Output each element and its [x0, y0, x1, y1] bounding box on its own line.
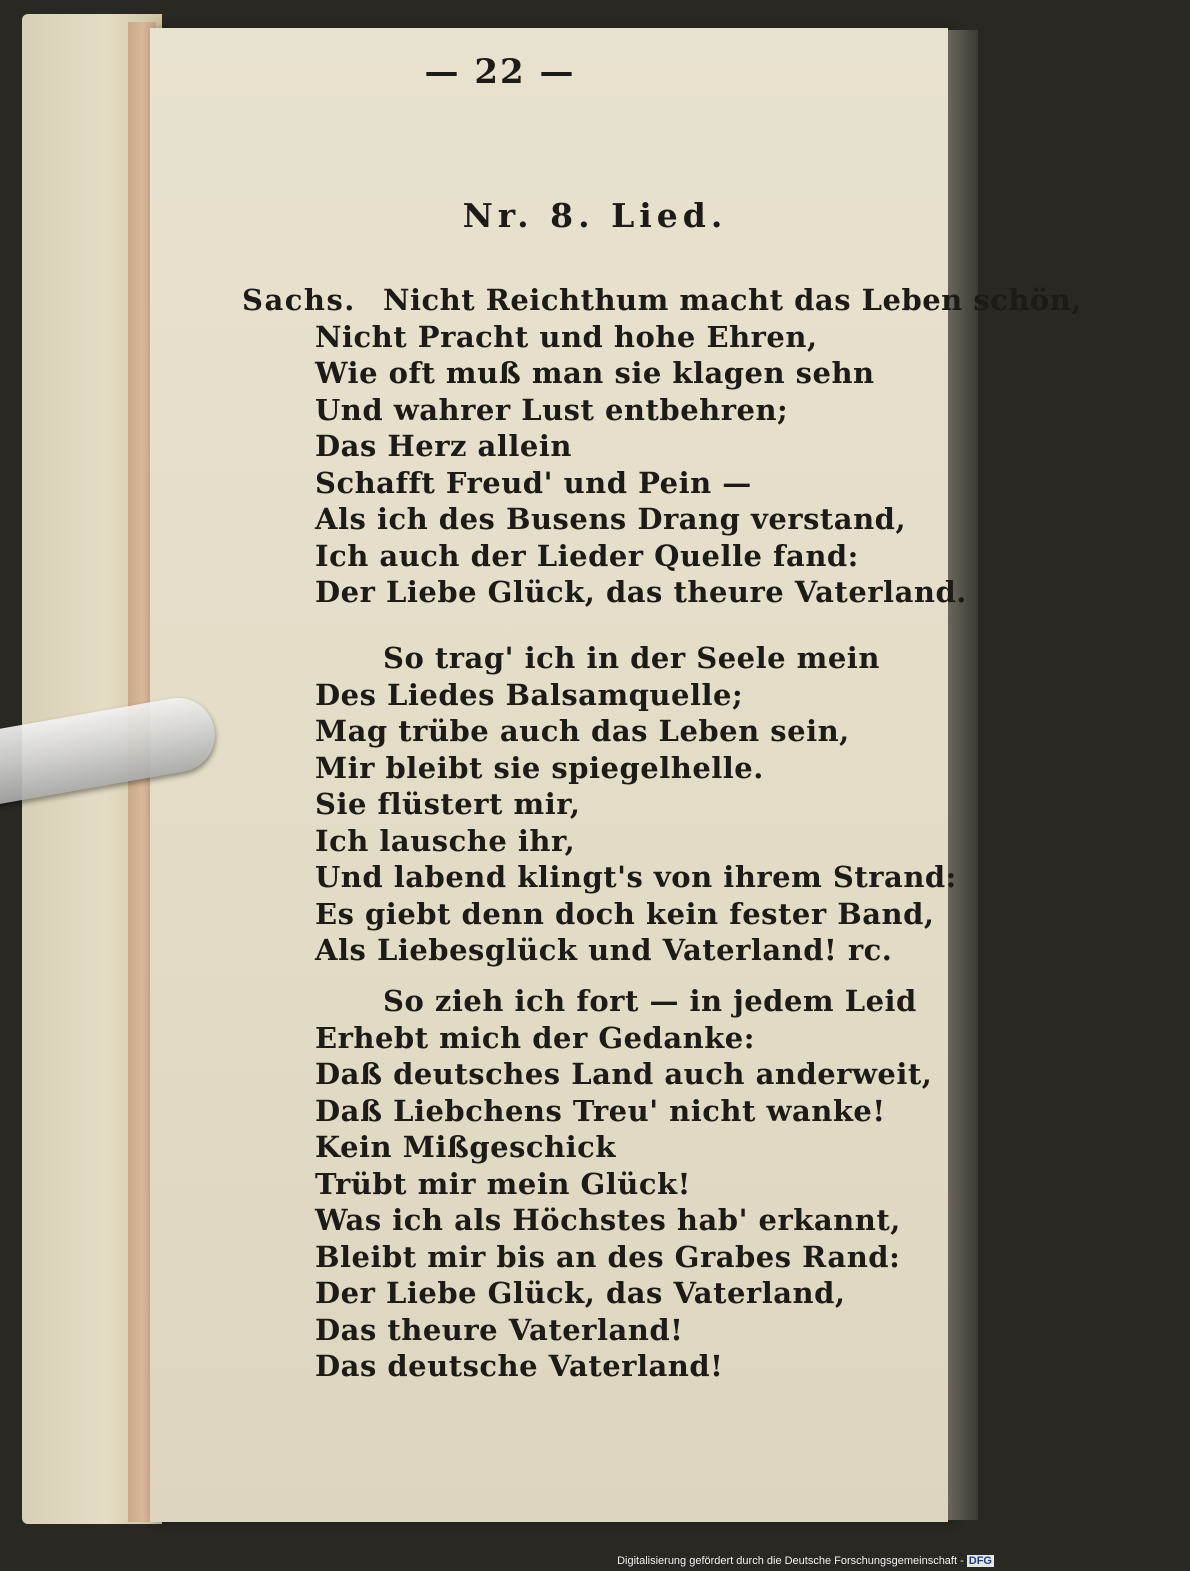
stanza-2: [315, 640, 957, 969]
dfg-logo: DFG: [968, 1555, 992, 1567]
verse-line: Daß Liebchens Treu' nicht wanke!: [315, 1093, 886, 1128]
verse-line: Wie oft muß man sie klagen sehn: [315, 356, 875, 390]
verse-line: Erhebt mich der Gedanke:: [315, 1020, 755, 1055]
verse-line: Der Liebe Glück, das Vaterland,: [315, 1276, 846, 1310]
verse-line: Daß deutsches Land auch anderweit,: [315, 1057, 933, 1091]
speaker-label: Sachs.: [242, 283, 356, 317]
verse-line: Bleibt mir bis an des Grabes Rand:: [315, 1239, 901, 1274]
verse-line: Schafft Freud' und Pein —: [315, 465, 752, 500]
verse-line: Als ich des Busens Drang verstand,: [315, 502, 907, 536]
verse-line: Das deutsche Vaterland!: [315, 1349, 724, 1383]
page-number: — 22 —: [424, 52, 576, 92]
song-title: Nr. 8. Lied.: [462, 196, 728, 235]
verse-line: Trübt mir mein Glück!: [315, 1166, 691, 1201]
verse-line: Ich lausche ihr,: [315, 823, 576, 858]
verse-line: Kein Mißgeschick: [315, 1130, 616, 1164]
verse-line: Mag trübe auch das Leben sein,: [315, 714, 850, 748]
digitization-credit: [617, 1555, 994, 1567]
verse-line: Sie flüstert mir,: [315, 787, 581, 821]
verse-line: Es giebt denn doch kein fester Band,: [315, 896, 935, 931]
verse-line: Nicht Pracht und hohe Ehren,: [315, 319, 818, 354]
stanza-1: [315, 282, 1082, 611]
verse-line: Ich auch der Lieder Quelle fand:: [315, 538, 859, 573]
verse-line: Was ich als Höchstes hab' erkannt,: [315, 1203, 901, 1237]
verse-line: Mir bleibt sie spiegelhelle.: [315, 750, 764, 785]
stanza-3: [315, 983, 932, 1385]
verse-line: Der Liebe Glück, das theure Vaterland.: [315, 575, 967, 609]
verse-line: So zieh ich fort — in jedem Leid: [383, 984, 917, 1018]
verse-line: Und wahrer Lust entbehren;: [315, 392, 789, 427]
verse-line: Das theure Vaterland!: [315, 1312, 684, 1347]
verse-line: Des Liedes Balsamquelle;: [315, 677, 744, 712]
verse-line: Als Liebesglück und Vaterland! rc.: [315, 933, 893, 967]
verse-line: Das Herz allein: [315, 429, 572, 463]
verse-line: Und labend klingt's von ihrem Strand:: [315, 860, 957, 894]
verse-line: Nicht Reichthum macht das Leben schön,: [383, 283, 1082, 317]
verse-line: So trag' ich in der Seele mein: [383, 641, 880, 675]
credit-text: Digitalisierung gefördert durch die Deutsche Forschungsgemeinschaft -: [617, 1555, 964, 1567]
